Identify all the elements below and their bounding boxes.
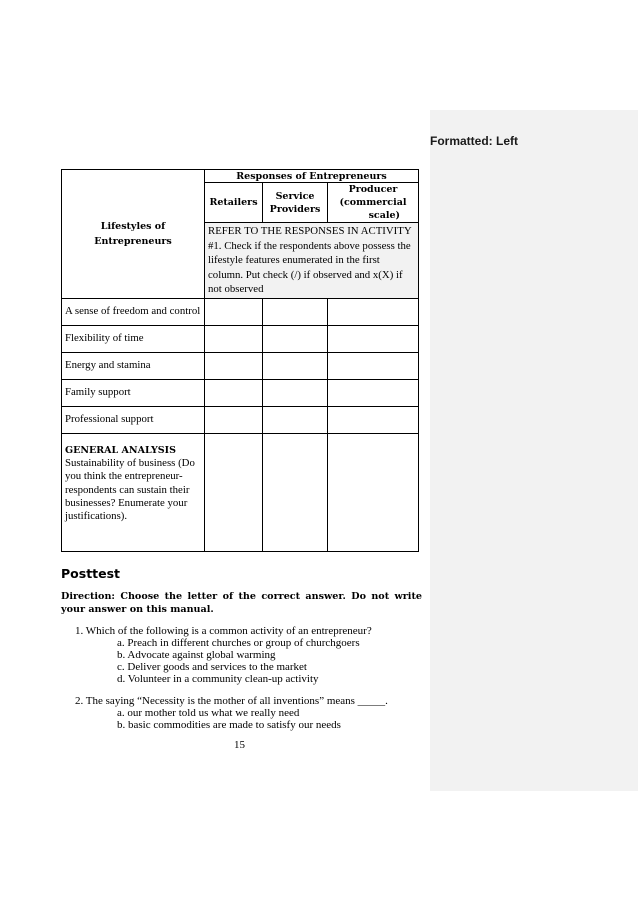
answer-cell[interactable] (205, 298, 263, 325)
answer-cell[interactable] (205, 406, 263, 433)
posttest-title: Posttest (61, 566, 121, 581)
answer-cell[interactable] (263, 298, 328, 325)
question-2-option-a: a. our mother told us what we really need (117, 707, 300, 719)
table-row-label: Flexibility of time (62, 325, 205, 352)
comment-pane (430, 110, 638, 791)
answer-cell[interactable] (205, 433, 263, 551)
question-2-option-b: b. basic commodities are made to satisfy our needs (117, 719, 341, 731)
general-analysis-body: Sustainability of business (Do you think the entrepreneur-respondents can sustain their businesses? Enumerate your justifications). (65, 457, 195, 522)
comment-format-label: Formatted: Left (430, 134, 518, 148)
page-number: 15 (234, 739, 245, 751)
posttest-direction: Direction: Choose the letter of the correct answer. Do not write your answer on this manual. (61, 591, 422, 615)
answer-cell[interactable] (263, 325, 328, 352)
answer-cell[interactable] (205, 325, 263, 352)
general-analysis-cell (62, 433, 205, 551)
table-row-label: Energy and stamina (62, 352, 205, 379)
table-row-label: Family support (62, 379, 205, 406)
answer-cell[interactable] (263, 406, 328, 433)
responses-header: Responses of Entrepreneurs (205, 170, 419, 183)
answer-cell[interactable] (328, 379, 419, 406)
answer-cell[interactable] (205, 379, 263, 406)
answer-cell[interactable] (328, 298, 419, 325)
lifestyle-table (61, 169, 419, 552)
question-1-option-a: a. Preach in different churches or group of churchgoers (117, 637, 360, 649)
question-2: 2. The saying “Necessity is the mother of all inventions” means _____. (75, 695, 388, 707)
question-1-option-c: c. Deliver goods and services to the market (117, 661, 307, 673)
instruction-cell: REFER TO THE RESPONSES IN ACTIVITY #1. Check if the respondents above possess the lifestyle features enumerated in the first column. Put check (/) if observed and x(X) if not observed (205, 223, 419, 299)
answer-cell[interactable] (263, 379, 328, 406)
producer-header: Producer (commercial scale) (328, 183, 419, 223)
general-analysis-title: GENERAL ANALYSIS (65, 444, 176, 456)
answer-cell[interactable] (328, 433, 419, 551)
answer-cell[interactable] (263, 433, 328, 551)
question-1: 1. Which of the following is a common activity of an entrepreneur? (75, 625, 372, 637)
answer-cell[interactable] (328, 406, 419, 433)
table-row-label: A sense of freedom and control (62, 298, 205, 325)
answer-cell[interactable] (328, 352, 419, 379)
question-1-option-d: d. Volunteer in a community clean-up activity (117, 673, 319, 685)
question-1-option-b: b. Advocate against global warming (117, 649, 276, 661)
answer-cell[interactable] (205, 352, 263, 379)
retailers-header: Retailers (205, 183, 263, 223)
service-providers-header: Service Providers (263, 183, 328, 223)
lifestyles-header: Lifestyles of Entrepreneurs (62, 170, 205, 299)
answer-cell[interactable] (263, 352, 328, 379)
answer-cell[interactable] (328, 325, 419, 352)
table-row-label: Professional support (62, 406, 205, 433)
